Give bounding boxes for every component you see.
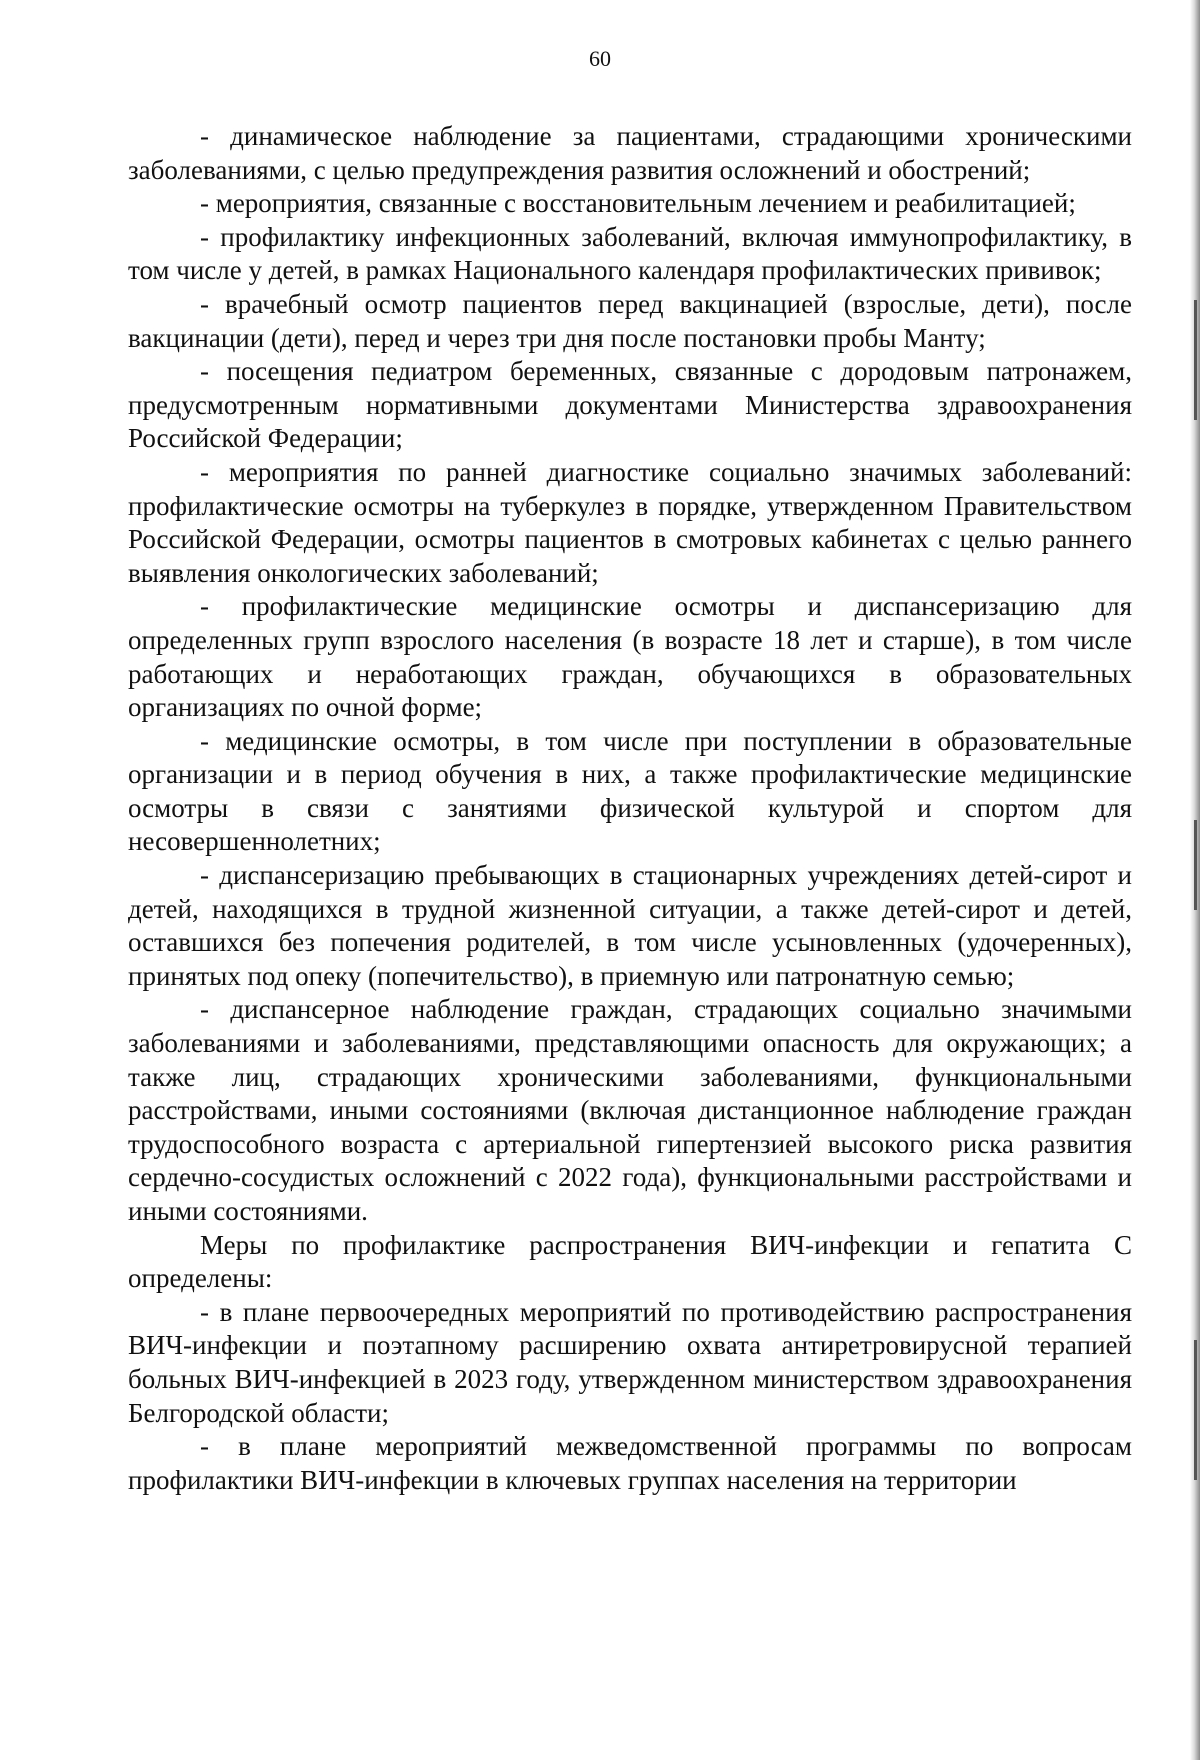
paragraph-early-diagnostics: - мероприятия по ранней диагностике социально значимых заболеваний: профилактические осмотры на туберкулез в порядке, утвержденном Правительством Российской Федерации, осмотры пациентов в смотровых кабинетах с целью раннего выявления онкологических заболеваний; [128, 456, 1132, 588]
paragraph-vaccination-exam: - врачебный осмотр пациентов перед вакцинацией (взрослые, дети), после вакцинации (дети), перед и через три дня после постановки пробы Манту; [128, 288, 1132, 353]
paragraph-orphan-screening: - диспансеризацию пребывающих в стационарных учреждениях детей-сирот и детей, находящихся в трудной жизненной ситуации, а также детей-сирот и детей, оставшихся без попечения родителей, в том числе усыновленных (удочеренных), принятых под опеку (попечительство), в приемную или патронатную семью; [128, 860, 1132, 991]
paragraph-rehabilitation: - мероприятия, связанные с восстановительным лечением и реабилитацией; [200, 188, 1076, 219]
paragraph-dynamic-observation: - динамическое наблюдение за пациентами, страдающими хроническими заболеваниями, с целью предупреждения развития осложнений и обострений; [128, 121, 1132, 185]
document-body [128, 120, 1132, 1497]
paragraph-hiv-priority-plan: - в плане первоочередных мероприятий по противодействию распространения ВИЧ-инфекции и поэтапному расширению охвата антиретровирусной терапией больных ВИЧ-инфекцией в 2023 году, утвержденном министерством здравоохранения Белгородской области; [128, 1296, 1132, 1428]
paragraph-infection-prevention: - профилактику инфекционных заболеваний, включая иммунопрофилактику, в том числе у детей, в рамках Национального календаря профилактических прививок; [128, 221, 1132, 286]
page-number: 60 [589, 46, 611, 71]
paragraph-hiv-interagency-plan: - в плане мероприятий межведомственной программы по вопросам профилактики ВИЧ-инфекции в ключевых группах населения на территории [128, 1431, 1132, 1495]
scan-speck [1194, 820, 1197, 910]
paragraph-preventive-checkups: - профилактические медицинские осмотры и диспансеризацию для определенных групп взрослого населения (в возрасте 18 лет и старше), в том числе работающих и неработающих граждан, обучающихся в образовательных организациях по очной форме; [128, 591, 1132, 723]
scan-speck [1194, 1340, 1197, 1480]
paragraph-minor-exams: - медицинские осмотры, в том числе при поступлении в образовательные организации и в период обучения в них, а также профилактические медицинские осмотры в связи с занятиями физической культурой и спортом для несовершеннолетних; [128, 725, 1132, 857]
scan-speck [1194, 300, 1197, 420]
paragraph-dispensary-observation: - диспансерное наблюдение граждан, страдающих социально значимыми заболеваниями и заболеваниями, представляющими опасность для окружающих; а также лиц, страдающих хроническими заболеваниями, функциональными расстройствами, иными состояниями (включая дистанционное наблюдение граждан трудоспособного возраста с артериальной гипертензией высокого риска развития сердечно-сосудистых осложнений с 2022 года), функциональными расстройствами и иными состояниями. [128, 994, 1132, 1226]
paragraph-hiv-measures-intro: Меры по профилактике распространения ВИЧ-инфекции и гепатита С определены: [128, 1229, 1132, 1294]
paragraph-pediatric-visits: - посещения педиатром беременных, связанные с дородовым патронажем, предусмотренным нормативными документами Министерства здравоохранения Российской Федерации; [128, 356, 1132, 454]
